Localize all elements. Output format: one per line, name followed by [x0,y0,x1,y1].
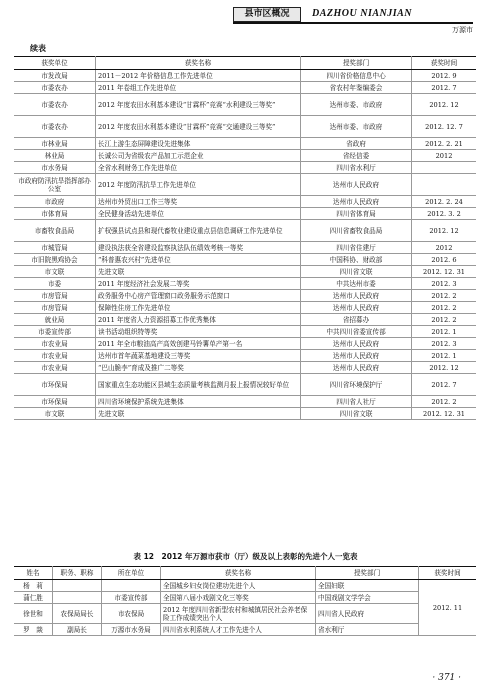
issuer-cell: 四川省体育局 [301,208,412,220]
unit-cell: 市城管局 [14,242,96,254]
table-row [14,314,476,326]
title-cell [53,592,102,604]
issuer-cell: 四川省人民政府 [316,604,419,624]
table-row [14,196,476,208]
table-row [14,290,476,302]
section-title-box: 县市区概况 [233,7,301,22]
date-cell: 2012. 2 [412,290,477,302]
table-row [14,174,476,196]
column-header: 获奖单位 [14,57,96,70]
column-header: 授奖部门 [316,567,419,580]
column-header: 获奖名称 [96,57,301,70]
award-name-cell: 全民健身活动先进单位 [96,208,301,220]
unit-cell: 市农业局 [14,362,96,374]
table2-title: 表 12 2012 年万源市获市（厅）级及以上表彰的先进个人一览表 [133,552,358,561]
column-header: 职务、职称 [53,567,102,580]
issuer-cell: 达州市人民政府 [301,362,412,374]
org-cell: 市委宣传部 [102,592,161,604]
date-cell [412,174,477,196]
issuer-cell: 达州市人民政府 [301,350,412,362]
date-cell: 2012. 2 [412,314,477,326]
table-header-row [14,57,476,70]
name-cell: 蒲仁胜 [14,592,53,604]
unit-cell: 市委农办 [14,82,96,94]
issuer-cell: 省水利厅 [316,624,419,636]
name-cell: 罗 燚 [14,624,53,636]
page-number: · 371 · [432,673,461,683]
table-row [14,82,476,94]
awards-individuals-table [14,566,476,636]
unit-cell: 市委农办 [14,116,96,138]
date-cell: 2012. 3. 2 [412,208,477,220]
unit-cell: 市环保局 [14,374,96,396]
column-header: 获奖时间 [412,57,477,70]
date-cell: 2012. 12. 7 [412,116,477,138]
date-cell: 2012. 6 [412,254,477,266]
date-cell: 2012. 11 [419,580,477,636]
date-cell: 2012. 2. 21 [412,138,477,150]
table-row [14,208,476,220]
issuer-cell: 全国妇联 [316,580,419,592]
award-name-cell: 扩权强县试点县和现代畜牧业建设重点县信息调研工作先进单位 [96,220,301,242]
issuer-cell: 达州市委、市政府 [301,116,412,138]
award-name-cell: 2012 年度防汛抗旱工作先进单位 [96,174,301,196]
table-row [14,94,476,116]
title-cell: 副局长 [53,624,102,636]
unit-cell: 市发改局 [14,70,96,82]
award-name-cell: 全国城乡妇女岗位建功先进个人 [161,580,316,592]
issuer-cell: 四川省人社厅 [301,396,412,408]
issuer-cell: 四川省环境保护厅 [301,374,412,396]
award-name-cell: 2011－2012 年价格信息工作先进单位 [96,70,301,82]
date-cell: 2012. 2. 24 [412,196,477,208]
award-name-cell: 2012 年度农田水利基本建设“甘霖杯”竞赛“交通建设三等奖” [96,116,301,138]
table-row [14,338,476,350]
title-cell [53,580,102,592]
name-cell: 杨 莉 [14,580,53,592]
issuer-cell: 四川省住建厅 [301,242,412,254]
table-header-row [14,567,476,580]
award-name-cell: 四川省水利系统人才工作先进个人 [161,624,316,636]
date-cell: 2012. 3 [412,338,477,350]
date-cell [412,162,477,174]
awards-individuals-body [14,580,476,636]
table-row [14,326,476,338]
date-cell: 2012. 1 [412,326,477,338]
award-name-cell: 政务服务中心房产管理窗口政务服务示范窗口 [96,290,301,302]
date-cell: 2012 [412,242,477,254]
unit-cell: 市农业局 [14,338,96,350]
unit-cell: 市委农办 [14,94,96,116]
org-cell: 市农保局 [102,604,161,624]
column-header: 获奖名称 [161,567,316,580]
date-cell: 2012. 12. 31 [412,266,477,278]
date-cell: 2012. 12 [412,220,477,242]
unit-cell: 市房管局 [14,302,96,314]
unit-cell: 市畜牧食品局 [14,220,96,242]
header-subtitle: 万源市 [452,26,473,34]
issuer-cell: 省政府 [301,138,412,150]
issuer-cell: 省农村年鉴编委会 [301,82,412,94]
name-cell: 徐世和 [14,604,53,624]
table-row [14,278,476,290]
title-cell: 农保局局长 [53,604,102,624]
yearbook-english-title: DAZHOU NIANJIAN [312,8,413,19]
issuer-cell: 达州市人民政府 [301,302,412,314]
award-name-cell: 2011 年卷组工作先进单位 [96,82,301,94]
table-row [14,624,476,636]
award-name-cell: 长江上游生态屏障建设先进集体 [96,138,301,150]
table-row [14,302,476,314]
award-name-cell: “巴山脆李”育成及推广二等奖 [96,362,301,374]
award-name-cell: 保障性住房工作先进单位 [96,302,301,314]
continued-label: 续表 [30,44,46,53]
issuer-cell: 四川省水利厅 [301,162,412,174]
date-cell: 2012. 12. 31 [412,408,477,420]
award-name-cell: 2011 年全市粮油高产高效创建马铃薯单产第一名 [96,338,301,350]
column-header: 所在单位 [102,567,161,580]
table-row [14,116,476,138]
unit-cell: 市农业局 [14,350,96,362]
table-row [14,604,476,624]
org-cell [102,580,161,592]
award-name-cell: 先进文联 [96,266,301,278]
table-row [14,138,476,150]
unit-cell: 就业局 [14,314,96,326]
issuer-cell: 四川省价格信息中心 [301,70,412,82]
award-name-cell: 2011 年度省人力资源招募工作优秀集体 [96,314,301,326]
award-name-cell: 先进文联 [96,408,301,420]
table-row [14,70,476,82]
issuer-cell: 达州市委、市政府 [301,94,412,116]
award-name-cell: 2012 年度四川省新型农村和城镇居民社会养老保险工作成绩突出个人 [161,604,316,624]
date-cell: 2012. 2 [412,302,477,314]
award-name-cell: 建设执法获全省建设监察执法队伍绩效考核一等奖 [96,242,301,254]
issuer-cell: 省经信委 [301,150,412,162]
award-name-cell: 读书活动组织特等奖 [96,326,301,338]
unit-cell: 市政府防汛抗旱指挥部办公室 [14,174,96,196]
date-cell: 2012. 9 [412,70,477,82]
unit-cell: 林业局 [14,150,96,162]
award-name-cell: 长诚公司为省级农产品加工示范企业 [96,150,301,162]
unit-cell: 市房管局 [14,290,96,302]
table-row [14,150,476,162]
table-row [14,220,476,242]
award-name-cell: 2011 年度经济社会发展二等奖 [96,278,301,290]
unit-cell: 市政府 [14,196,96,208]
column-header: 获奖时间 [419,567,477,580]
table-row [14,396,476,408]
date-cell: 2012. 12 [412,94,477,116]
table-row [14,350,476,362]
awards-units-table [14,56,476,420]
issuer-cell: 中国戏剧文学学会 [316,592,419,604]
unit-cell: 市文联 [14,408,96,420]
award-name-cell: 国家重点生态功能区县域生态质量考核监测月报上报情况较好单位 [96,374,301,396]
table-row [14,266,476,278]
date-cell: 2012. 3 [412,278,477,290]
table-row [14,254,476,266]
award-name-cell: “科普惠农兴村”先进单位 [96,254,301,266]
award-name-cell: 全省水利财务工作先进单位 [96,162,301,174]
date-cell: 2012. 12 [412,362,477,374]
unit-cell: 市水务局 [14,162,96,174]
issuer-cell: 四川省文联 [301,266,412,278]
issuer-cell: 四川省文联 [301,408,412,420]
date-cell: 2012 [412,150,477,162]
issuer-cell: 中共达州市委 [301,278,412,290]
issuer-cell: 四川省畜牧食品局 [301,220,412,242]
table-row [14,374,476,396]
column-header: 授奖部门 [301,57,412,70]
awards-units-body [14,70,476,420]
issuer-cell: 达州市人民政府 [301,196,412,208]
unit-cell: 市林业局 [14,138,96,150]
unit-cell: 市环保局 [14,396,96,408]
award-name-cell: 达州市首年蔬菜基地建设三等奖 [96,350,301,362]
unit-cell: 市旧院黑鸡协会 [14,254,96,266]
issuer-cell: 达州市人民政府 [301,174,412,196]
table-row [14,592,476,604]
award-name-cell: 达州市外贸出口工作三等奖 [96,196,301,208]
issuer-cell: 达州市人民政府 [301,338,412,350]
date-cell: 2012. 2 [412,396,477,408]
award-name-cell: 四川省环境保护系统先进集体 [96,396,301,408]
column-header: 姓名 [14,567,53,580]
table-row [14,580,476,592]
unit-cell: 市体育局 [14,208,96,220]
unit-cell: 市委宣传部 [14,326,96,338]
date-cell: 2012. 7 [412,82,477,94]
header-rule [233,22,473,24]
table-row [14,242,476,254]
issuer-cell: 达州市人民政府 [301,290,412,302]
table-row [14,362,476,374]
unit-cell: 市文联 [14,266,96,278]
issuer-cell: 中共四川省委宣传部 [301,326,412,338]
table-row [14,408,476,420]
date-cell: 2012. 7 [412,374,477,396]
unit-cell: 市委 [14,278,96,290]
table-row [14,162,476,174]
issuer-cell: 省招募办 [301,314,412,326]
award-name-cell: 2012 年度农田水利基本建设“甘霖杯”竞赛“水利建设三等奖” [96,94,301,116]
issuer-cell: 中国科协、财政部 [301,254,412,266]
date-cell: 2012. 1 [412,350,477,362]
org-cell: 万源市水务局 [102,624,161,636]
award-name-cell: 全国第八届小戏剧文化三等奖 [161,592,316,604]
